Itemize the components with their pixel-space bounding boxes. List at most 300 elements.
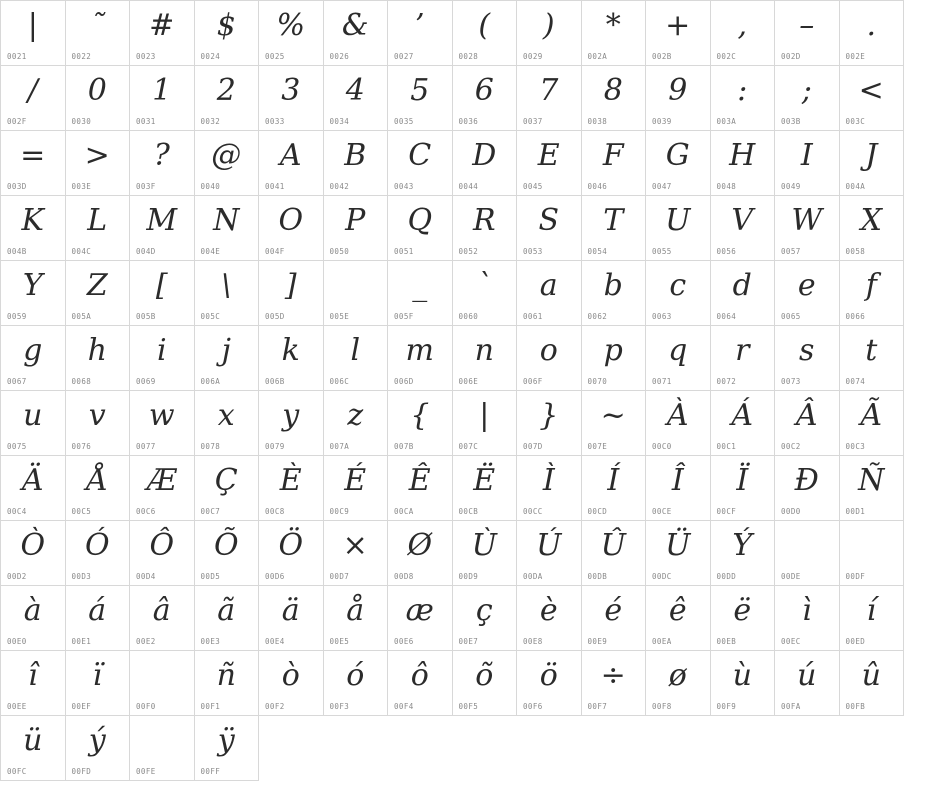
glyph-cell[interactable] xyxy=(259,196,324,261)
glyph-codepoint: 0052 xyxy=(458,247,479,256)
glyph-codepoint: 00C3 xyxy=(845,442,866,451)
glyph-cell[interactable] xyxy=(195,131,260,196)
glyph-cell[interactable] xyxy=(582,586,647,651)
glyph-character: ü xyxy=(23,723,43,758)
glyph-cell[interactable] xyxy=(775,131,840,196)
glyph-character: H xyxy=(729,138,756,173)
glyph-cell[interactable] xyxy=(195,1,260,66)
glyph-character: + xyxy=(665,8,691,43)
glyph-cell[interactable] xyxy=(259,261,324,326)
glyph-cell[interactable] xyxy=(582,456,647,521)
glyph-cell[interactable] xyxy=(517,586,582,651)
glyph-cell[interactable] xyxy=(517,131,582,196)
glyph-cell[interactable] xyxy=(582,196,647,261)
glyph-codepoint: 00D8 xyxy=(394,572,414,581)
glyph-cell[interactable] xyxy=(582,1,647,66)
glyph-codepoint: 0028 xyxy=(458,52,479,61)
glyph-cell[interactable] xyxy=(517,261,582,326)
glyph-cell[interactable] xyxy=(388,651,453,716)
glyph-codepoint: 0041 xyxy=(265,182,285,191)
glyph-character: Á xyxy=(731,398,754,433)
glyph-cell[interactable] xyxy=(259,651,324,716)
glyph-character: ú xyxy=(797,658,817,693)
glyph-character: ý xyxy=(88,723,106,758)
glyph-cell[interactable] xyxy=(517,456,582,521)
glyph-cell[interactable] xyxy=(840,586,905,651)
glyph-cell[interactable] xyxy=(259,456,324,521)
glyph-cell[interactable] xyxy=(66,196,131,261)
glyph-cell[interactable] xyxy=(775,326,840,391)
glyph-character: y xyxy=(282,398,300,433)
glyph-cell[interactable] xyxy=(1,716,66,781)
glyph-codepoint: 00D7 xyxy=(329,572,350,581)
glyph-cell[interactable] xyxy=(130,651,195,716)
glyph-character: É xyxy=(344,463,367,498)
glyph-cell[interactable] xyxy=(66,66,131,131)
glyph-character: i xyxy=(156,333,167,368)
glyph-cell[interactable] xyxy=(711,586,776,651)
glyph-character: t xyxy=(865,333,878,368)
glyph-cell[interactable] xyxy=(711,651,776,716)
glyph-cell[interactable] xyxy=(388,66,453,131)
glyph-codepoint: 00C8 xyxy=(265,507,285,516)
glyph-character: 5 xyxy=(410,73,430,108)
glyph-character: î xyxy=(27,658,38,693)
glyph-character xyxy=(130,653,194,699)
glyph-codepoint: 006B xyxy=(265,377,285,386)
glyph-codepoint: 00F9 xyxy=(716,702,737,711)
glyph-codepoint: 005C xyxy=(200,312,221,321)
glyph-character: a xyxy=(539,268,558,303)
glyph-character: C xyxy=(408,138,432,173)
glyph-cell[interactable] xyxy=(711,391,776,456)
glyph-cell[interactable] xyxy=(646,131,711,196)
glyph-character: d xyxy=(732,268,752,303)
glyph-cell[interactable] xyxy=(324,456,389,521)
glyph-cell[interactable] xyxy=(259,131,324,196)
glyph-cell[interactable] xyxy=(582,326,647,391)
glyph-codepoint: 0040 xyxy=(200,182,221,191)
glyph-cell[interactable] xyxy=(517,196,582,261)
glyph-codepoint: 0046 xyxy=(587,182,608,191)
glyph-cell[interactable] xyxy=(840,131,905,196)
glyph-cell[interactable] xyxy=(1,261,66,326)
glyph-cell[interactable] xyxy=(1,196,66,261)
glyph-cell[interactable] xyxy=(324,66,389,131)
glyph-cell[interactable] xyxy=(775,66,840,131)
glyph-cell[interactable] xyxy=(324,196,389,261)
glyph-cell[interactable] xyxy=(66,651,131,716)
glyph-cell[interactable] xyxy=(130,391,195,456)
glyph-codepoint: 0029 xyxy=(523,52,543,61)
glyph-cell[interactable] xyxy=(582,261,647,326)
glyph-cell[interactable] xyxy=(259,391,324,456)
glyph-cell[interactable] xyxy=(453,1,518,66)
glyph-character: b xyxy=(603,268,623,303)
glyph-codepoint: 00CB xyxy=(458,507,479,516)
glyph-codepoint: 0063 xyxy=(652,312,672,321)
glyph-character: U xyxy=(665,203,691,238)
glyph-codepoint: 00C9 xyxy=(329,507,350,516)
glyph-cell[interactable] xyxy=(195,651,260,716)
glyph-codepoint: 002C xyxy=(716,52,737,61)
glyph-cell[interactable] xyxy=(130,326,195,391)
glyph-character: Ë xyxy=(473,463,496,498)
glyph-character: 9 xyxy=(668,73,688,108)
glyph-cell[interactable] xyxy=(711,326,776,391)
glyph-character: \ xyxy=(221,268,232,303)
glyph-cell[interactable] xyxy=(517,651,582,716)
glyph-cell[interactable] xyxy=(1,326,66,391)
glyph-cell[interactable] xyxy=(840,521,905,586)
glyph-character: 1 xyxy=(152,73,172,108)
glyph-cell[interactable] xyxy=(259,521,324,586)
glyph-character: Ì xyxy=(542,463,555,498)
glyph-cell[interactable] xyxy=(130,1,195,66)
glyph-codepoint: 003D xyxy=(7,182,27,191)
glyph-cell[interactable] xyxy=(711,261,776,326)
glyph-cell[interactable] xyxy=(453,196,518,261)
glyph-codepoint: 005E xyxy=(329,312,350,321)
glyph-cell[interactable] xyxy=(1,1,66,66)
glyph-codepoint: 00DD xyxy=(716,572,737,581)
glyph-cell[interactable] xyxy=(388,1,453,66)
glyph-cell[interactable] xyxy=(388,261,453,326)
glyph-cell[interactable] xyxy=(453,521,518,586)
glyph-codepoint: 00EB xyxy=(716,637,737,646)
glyph-codepoint: 00F6 xyxy=(523,702,543,711)
glyph-cell[interactable] xyxy=(646,261,711,326)
glyph-cell[interactable] xyxy=(646,391,711,456)
glyph-cell[interactable] xyxy=(582,651,647,716)
glyph-character: í xyxy=(866,593,877,628)
glyph-cell[interactable] xyxy=(1,521,66,586)
glyph-cell[interactable] xyxy=(195,456,260,521)
glyph-character: Å xyxy=(86,463,109,498)
glyph-cell[interactable] xyxy=(646,1,711,66)
glyph-cell[interactable] xyxy=(582,66,647,131)
glyph-cell[interactable] xyxy=(130,131,195,196)
glyph-cell[interactable] xyxy=(195,196,260,261)
glyph-codepoint: 0072 xyxy=(716,377,737,386)
glyph-codepoint: 00E0 xyxy=(7,637,27,646)
glyph-codepoint: 0037 xyxy=(523,117,543,126)
glyph-cell[interactable] xyxy=(66,391,131,456)
glyph-character: r xyxy=(735,333,750,368)
glyph-cell[interactable] xyxy=(1,391,66,456)
glyph-cell[interactable] xyxy=(324,391,389,456)
glyph-cell[interactable] xyxy=(646,66,711,131)
glyph-character: ô xyxy=(410,658,429,693)
glyph-cell[interactable] xyxy=(195,521,260,586)
glyph-character: K xyxy=(21,203,44,238)
glyph-cell[interactable] xyxy=(646,196,711,261)
glyph-codepoint: 00C2 xyxy=(781,442,801,451)
glyph-cell[interactable] xyxy=(388,521,453,586)
glyph-cell[interactable] xyxy=(582,521,647,586)
glyph-codepoint: 00C0 xyxy=(652,442,672,451)
glyph-codepoint: 002A xyxy=(587,52,608,61)
glyph-cell[interactable] xyxy=(195,66,260,131)
glyph-cell[interactable] xyxy=(775,391,840,456)
glyph-cell[interactable] xyxy=(388,326,453,391)
glyph-cell[interactable] xyxy=(66,586,131,651)
glyph-codepoint: 002E xyxy=(845,52,866,61)
glyph-cell[interactable] xyxy=(388,586,453,651)
glyph-codepoint: 00DF xyxy=(845,572,866,581)
glyph-character: ] xyxy=(284,268,297,303)
glyph-character: ù xyxy=(732,658,752,693)
glyph-character: P xyxy=(345,203,366,238)
glyph-codepoint: 00F2 xyxy=(265,702,285,711)
glyph-cell[interactable] xyxy=(840,261,905,326)
glyph-character: ê xyxy=(668,593,687,628)
glyph-cell[interactable] xyxy=(775,651,840,716)
grid-filler xyxy=(388,716,453,781)
glyph-character: M xyxy=(146,203,178,238)
glyph-cell[interactable] xyxy=(66,131,131,196)
glyph-character: Ê xyxy=(408,463,431,498)
glyph-cell[interactable] xyxy=(453,456,518,521)
glyph-cell[interactable] xyxy=(130,261,195,326)
grid-filler xyxy=(646,716,711,781)
glyph-cell[interactable] xyxy=(646,651,711,716)
glyph-character: Y xyxy=(22,268,43,303)
glyph-cell[interactable] xyxy=(130,456,195,521)
glyph-codepoint: 00CC xyxy=(523,507,543,516)
grid-filler xyxy=(711,716,776,781)
glyph-cell[interactable] xyxy=(66,521,131,586)
glyph-character: Ô xyxy=(149,528,175,563)
glyph-character: A xyxy=(279,138,302,173)
glyph-cell[interactable] xyxy=(324,131,389,196)
glyph-cell[interactable] xyxy=(324,586,389,651)
glyph-cell[interactable] xyxy=(840,456,905,521)
glyph-cell[interactable] xyxy=(388,391,453,456)
glyph-codepoint: 005B xyxy=(136,312,156,321)
glyph-cell[interactable] xyxy=(711,1,776,66)
glyph-cell[interactable] xyxy=(582,391,647,456)
glyph-cell[interactable] xyxy=(324,521,389,586)
glyph-codepoint: 0078 xyxy=(200,442,221,451)
glyph-codepoint: 00F0 xyxy=(136,702,156,711)
glyph-character: / xyxy=(27,73,38,108)
glyph-cell[interactable] xyxy=(775,456,840,521)
glyph-codepoint: 0070 xyxy=(587,377,608,386)
glyph-cell[interactable] xyxy=(517,521,582,586)
glyph-cell[interactable] xyxy=(453,66,518,131)
glyph-character: ñ xyxy=(216,658,236,693)
glyph-codepoint: 00C7 xyxy=(200,507,221,516)
glyph-cell[interactable] xyxy=(840,326,905,391)
glyph-character: V xyxy=(731,203,754,238)
glyph-cell[interactable] xyxy=(66,261,131,326)
glyph-character: E xyxy=(537,138,560,173)
glyph-cell[interactable] xyxy=(646,456,711,521)
glyph-codepoint: 0060 xyxy=(458,312,479,321)
glyph-cell[interactable] xyxy=(453,391,518,456)
glyph-cell[interactable] xyxy=(130,196,195,261)
glyph-character: } xyxy=(539,398,559,433)
glyph-cell[interactable] xyxy=(775,1,840,66)
glyph-cell[interactable] xyxy=(324,1,389,66)
glyph-character: v xyxy=(88,398,106,433)
glyph-codepoint: 005D xyxy=(265,312,285,321)
glyph-codepoint: 0057 xyxy=(781,247,801,256)
glyph-cell[interactable] xyxy=(582,131,647,196)
glyph-character: R xyxy=(472,203,496,238)
glyph-codepoint: 0044 xyxy=(458,182,479,191)
glyph-cell[interactable] xyxy=(66,1,131,66)
glyph-cell[interactable] xyxy=(66,326,131,391)
glyph-cell[interactable] xyxy=(324,326,389,391)
glyph-cell[interactable] xyxy=(711,66,776,131)
glyph-cell[interactable] xyxy=(840,66,905,131)
glyph-cell[interactable] xyxy=(1,131,66,196)
glyph-codepoint: 0047 xyxy=(652,182,672,191)
glyph-codepoint: 00E9 xyxy=(587,637,608,646)
glyph-character: W xyxy=(791,203,823,238)
glyph-cell[interactable] xyxy=(1,586,66,651)
glyph-cell[interactable] xyxy=(195,326,260,391)
glyph-codepoint: 006D xyxy=(394,377,414,386)
glyph-codepoint: 0048 xyxy=(716,182,737,191)
glyph-cell[interactable] xyxy=(130,521,195,586)
glyph-character: $ xyxy=(216,8,236,43)
glyph-cell[interactable] xyxy=(453,261,518,326)
glyph-character: Ç xyxy=(214,463,238,498)
glyph-codepoint: 00EF xyxy=(71,702,92,711)
glyph-cell[interactable] xyxy=(130,586,195,651)
glyph-cell[interactable] xyxy=(646,326,711,391)
glyph-cell[interactable] xyxy=(259,326,324,391)
glyph-codepoint: 004B xyxy=(7,247,27,256)
glyph-character: ò xyxy=(281,658,300,693)
glyph-cell[interactable] xyxy=(195,391,260,456)
glyph-character xyxy=(840,523,904,569)
glyph-cell[interactable] xyxy=(1,651,66,716)
glyph-codepoint: 007D xyxy=(523,442,543,451)
glyph-cell[interactable] xyxy=(775,521,840,586)
glyph-codepoint: 002B xyxy=(652,52,672,61)
glyph-cell[interactable] xyxy=(259,1,324,66)
glyph-cell[interactable] xyxy=(453,586,518,651)
glyph-character: Ü xyxy=(665,528,691,563)
glyph-codepoint: 0073 xyxy=(781,377,801,386)
glyph-character: ø xyxy=(668,658,687,693)
glyph-codepoint: 0043 xyxy=(394,182,414,191)
glyph-cell[interactable] xyxy=(388,456,453,521)
glyph-cell[interactable] xyxy=(775,261,840,326)
glyph-cell[interactable] xyxy=(259,66,324,131)
glyph-cell[interactable] xyxy=(388,131,453,196)
glyph-character: e xyxy=(797,268,816,303)
glyph-cell[interactable] xyxy=(195,261,260,326)
glyph-codepoint: 00E2 xyxy=(136,637,156,646)
glyph-character: õ xyxy=(475,658,494,693)
glyph-codepoint: 00F3 xyxy=(329,702,350,711)
glyph-codepoint: 00D5 xyxy=(200,572,221,581)
glyph-cell[interactable] xyxy=(840,196,905,261)
glyph-codepoint: 00C1 xyxy=(716,442,737,451)
glyph-character: # xyxy=(149,8,175,43)
glyph-cell[interactable] xyxy=(711,521,776,586)
glyph-cell[interactable] xyxy=(324,651,389,716)
glyph-cell[interactable] xyxy=(840,1,905,66)
glyph-character: é xyxy=(604,593,623,628)
glyph-character: – xyxy=(799,8,815,43)
glyph-codepoint: 0079 xyxy=(265,442,285,451)
glyph-cell[interactable] xyxy=(66,456,131,521)
glyph-cell[interactable] xyxy=(517,1,582,66)
glyph-cell[interactable] xyxy=(66,716,131,781)
glyph-codepoint: 0056 xyxy=(716,247,737,256)
glyph-cell[interactable] xyxy=(195,716,260,781)
glyph-cell[interactable] xyxy=(517,391,582,456)
glyph-codepoint: 00DE xyxy=(781,572,801,581)
glyph-cell[interactable] xyxy=(453,326,518,391)
glyph-cell[interactable] xyxy=(711,456,776,521)
glyph-cell[interactable] xyxy=(711,196,776,261)
glyph-cell[interactable] xyxy=(1,456,66,521)
glyph-character: æ xyxy=(405,593,434,628)
glyph-cell[interactable] xyxy=(517,326,582,391)
glyph-cell[interactable] xyxy=(388,196,453,261)
glyph-codepoint: 00D4 xyxy=(136,572,156,581)
glyph-codepoint: 0059 xyxy=(7,312,27,321)
glyph-character: ä xyxy=(281,593,300,628)
glyph-cell[interactable] xyxy=(840,651,905,716)
glyph-character: È xyxy=(279,463,302,498)
glyph-cell[interactable] xyxy=(195,586,260,651)
glyph-cell[interactable] xyxy=(130,66,195,131)
glyph-cell[interactable] xyxy=(324,261,389,326)
glyph-cell[interactable] xyxy=(646,521,711,586)
glyph-cell[interactable] xyxy=(130,716,195,781)
glyph-codepoint: 004C xyxy=(71,247,92,256)
glyph-cell[interactable] xyxy=(840,391,905,456)
glyph-character: , xyxy=(737,8,748,43)
glyph-codepoint: 00CF xyxy=(716,507,737,516)
glyph-character: ’ xyxy=(414,8,425,43)
glyph-cell[interactable] xyxy=(711,131,776,196)
glyph-cell[interactable] xyxy=(259,586,324,651)
glyph-cell[interactable] xyxy=(517,66,582,131)
glyph-cell[interactable] xyxy=(453,651,518,716)
glyph-cell[interactable] xyxy=(646,586,711,651)
glyph-cell[interactable] xyxy=(775,586,840,651)
glyph-cell[interactable] xyxy=(453,131,518,196)
glyph-codepoint: 0038 xyxy=(587,117,608,126)
glyph-character: = xyxy=(20,138,46,173)
glyph-codepoint: 00D6 xyxy=(265,572,285,581)
glyph-codepoint: 00CD xyxy=(587,507,608,516)
grid-filler xyxy=(259,716,324,781)
glyph-character: ã xyxy=(217,593,236,628)
glyph-character: Æ xyxy=(146,463,177,498)
glyph-cell[interactable] xyxy=(775,196,840,261)
glyph-codepoint: 00FC xyxy=(7,767,27,776)
glyph-cell[interactable] xyxy=(1,66,66,131)
glyph-character: Ñ xyxy=(858,463,885,498)
glyph-codepoint: 0042 xyxy=(329,182,350,191)
glyph-codepoint: 00DC xyxy=(652,572,672,581)
glyph-codepoint: 0033 xyxy=(265,117,285,126)
glyph-codepoint: 0024 xyxy=(200,52,221,61)
glyph-codepoint: 004F xyxy=(265,247,285,256)
grid-filler xyxy=(840,716,905,781)
glyph-character: f xyxy=(865,268,877,303)
